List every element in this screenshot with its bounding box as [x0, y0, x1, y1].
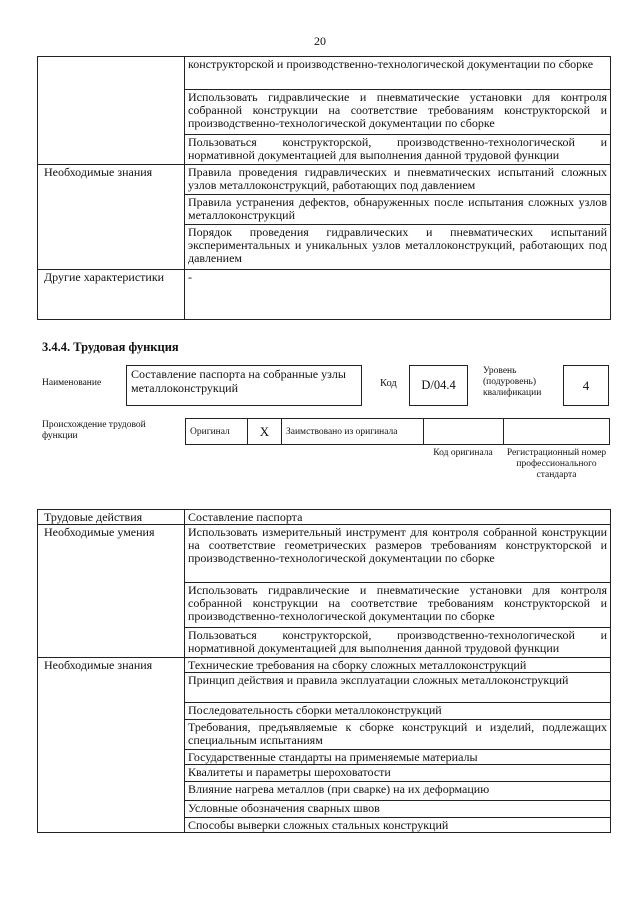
table-cell: Способы выверки сложных стальных конструкций: [185, 818, 611, 833]
table-cell: Принцип действия и правила эксплуатации сложных металлоконструкций: [185, 673, 611, 703]
table-cell: Правила проведения гидравлических и пневматических испытаний сложных узлов металлоконструкций, работающих под давлением: [185, 165, 611, 195]
table-cell: Государственные стандарты на применяемые материалы: [185, 750, 611, 765]
table-cell: Использовать гидравлические и пневматические установки для контроля собранной конструкции на соответствие требованиям конструкторской и производственно-технологической документации по сборке: [185, 90, 611, 135]
table-cell: Использовать гидравлические и пневматические установки для контроля собранной конструкции на соответствие требованиям конструкторской и производственно-технологической документации по сборке: [185, 583, 611, 628]
table-cell: Последовательность сборки металлоконструкций: [185, 703, 611, 720]
table-cell: Использовать измерительный инструмент для контроля собранной конструкции на соответствие геометрических размеров требованиям конструкторской и производственно-технологической документации по сборке: [185, 525, 611, 583]
skills-label: Необходимые умения: [38, 525, 185, 658]
table-cell: Правила устранения дефектов, обнаруженных после испытания сложных узлов металлоконструкций: [185, 195, 611, 225]
table-cell: -: [185, 270, 611, 320]
row-label: Необходимые знания: [38, 165, 185, 270]
table-cell: Требования, предъявляемые к сборке конструкций и изделий, подлежащих специальным испытаниям: [185, 720, 611, 750]
table-cell: Условные обозначения сварных швов: [185, 801, 611, 818]
table-row: [38, 165, 611, 195]
top-requirements-table: [37, 56, 611, 320]
reg-number-cell: [504, 419, 609, 444]
table-cell: Влияние нагрева металлов (при сварке) на их деформацию: [185, 782, 611, 801]
page-number: 20: [314, 34, 326, 48]
table-cell: Технические требования на сборку сложных металлоконструкций: [185, 658, 611, 673]
reg-number-caption: Регистрационный номер профессионального стандарта: [506, 448, 607, 480]
table-cell: Квалитеты и параметры шероховатости: [185, 765, 611, 782]
actions-label: Трудовые действия: [38, 510, 185, 525]
original-code-caption: Код оригинала: [433, 448, 493, 458]
name-label: Наименование: [42, 378, 102, 388]
table-row: [38, 658, 611, 673]
table-cell: Пользоваться конструкторской, производственно-технологической и нормативной документацией для выполнения данной трудовой функции: [185, 135, 611, 165]
row-label: Другие характеристики: [38, 270, 185, 320]
table-row: [38, 57, 611, 90]
original-mark: X: [248, 419, 282, 444]
original-code-cell: [424, 419, 504, 444]
origin-label: Происхождение трудовой функции: [42, 420, 146, 441]
code-label: Код: [380, 378, 397, 389]
table-row: [38, 525, 611, 583]
row-label: [38, 57, 185, 165]
function-requirements-table: [37, 509, 611, 833]
level-label: Уровень (подуровень) квалификации: [483, 366, 542, 398]
table-row: [38, 270, 611, 320]
section-heading: 3.4.4. Трудовая функция: [42, 340, 179, 354]
table-cell: конструкторской и производственно-технологической документации по сборке: [185, 57, 611, 90]
origin-row: [185, 418, 610, 445]
borrowed-label: Заимствовано из оригинала: [282, 419, 424, 444]
table-row: [38, 510, 611, 525]
table-cell: Пользоваться конструкторской, производственно-технологической и нормативной документацией для выполнения данной трудовой функции: [185, 628, 611, 658]
function-code-box: D/04.4: [409, 365, 468, 406]
knowledge-label: Необходимые знания: [38, 658, 185, 833]
function-name-box: Составление паспорта на собранные узлы металлоконструкций: [126, 365, 362, 406]
table-cell: Порядок проведения гидравлических и пневматических испытаний экспериментальных и уникальных узлов металлоконструкций, работающих под давлением: [185, 225, 611, 270]
qualification-level-box: 4: [563, 365, 609, 406]
original-label: Оригинал: [186, 419, 248, 444]
table-cell: Составление паспорта: [185, 510, 611, 525]
